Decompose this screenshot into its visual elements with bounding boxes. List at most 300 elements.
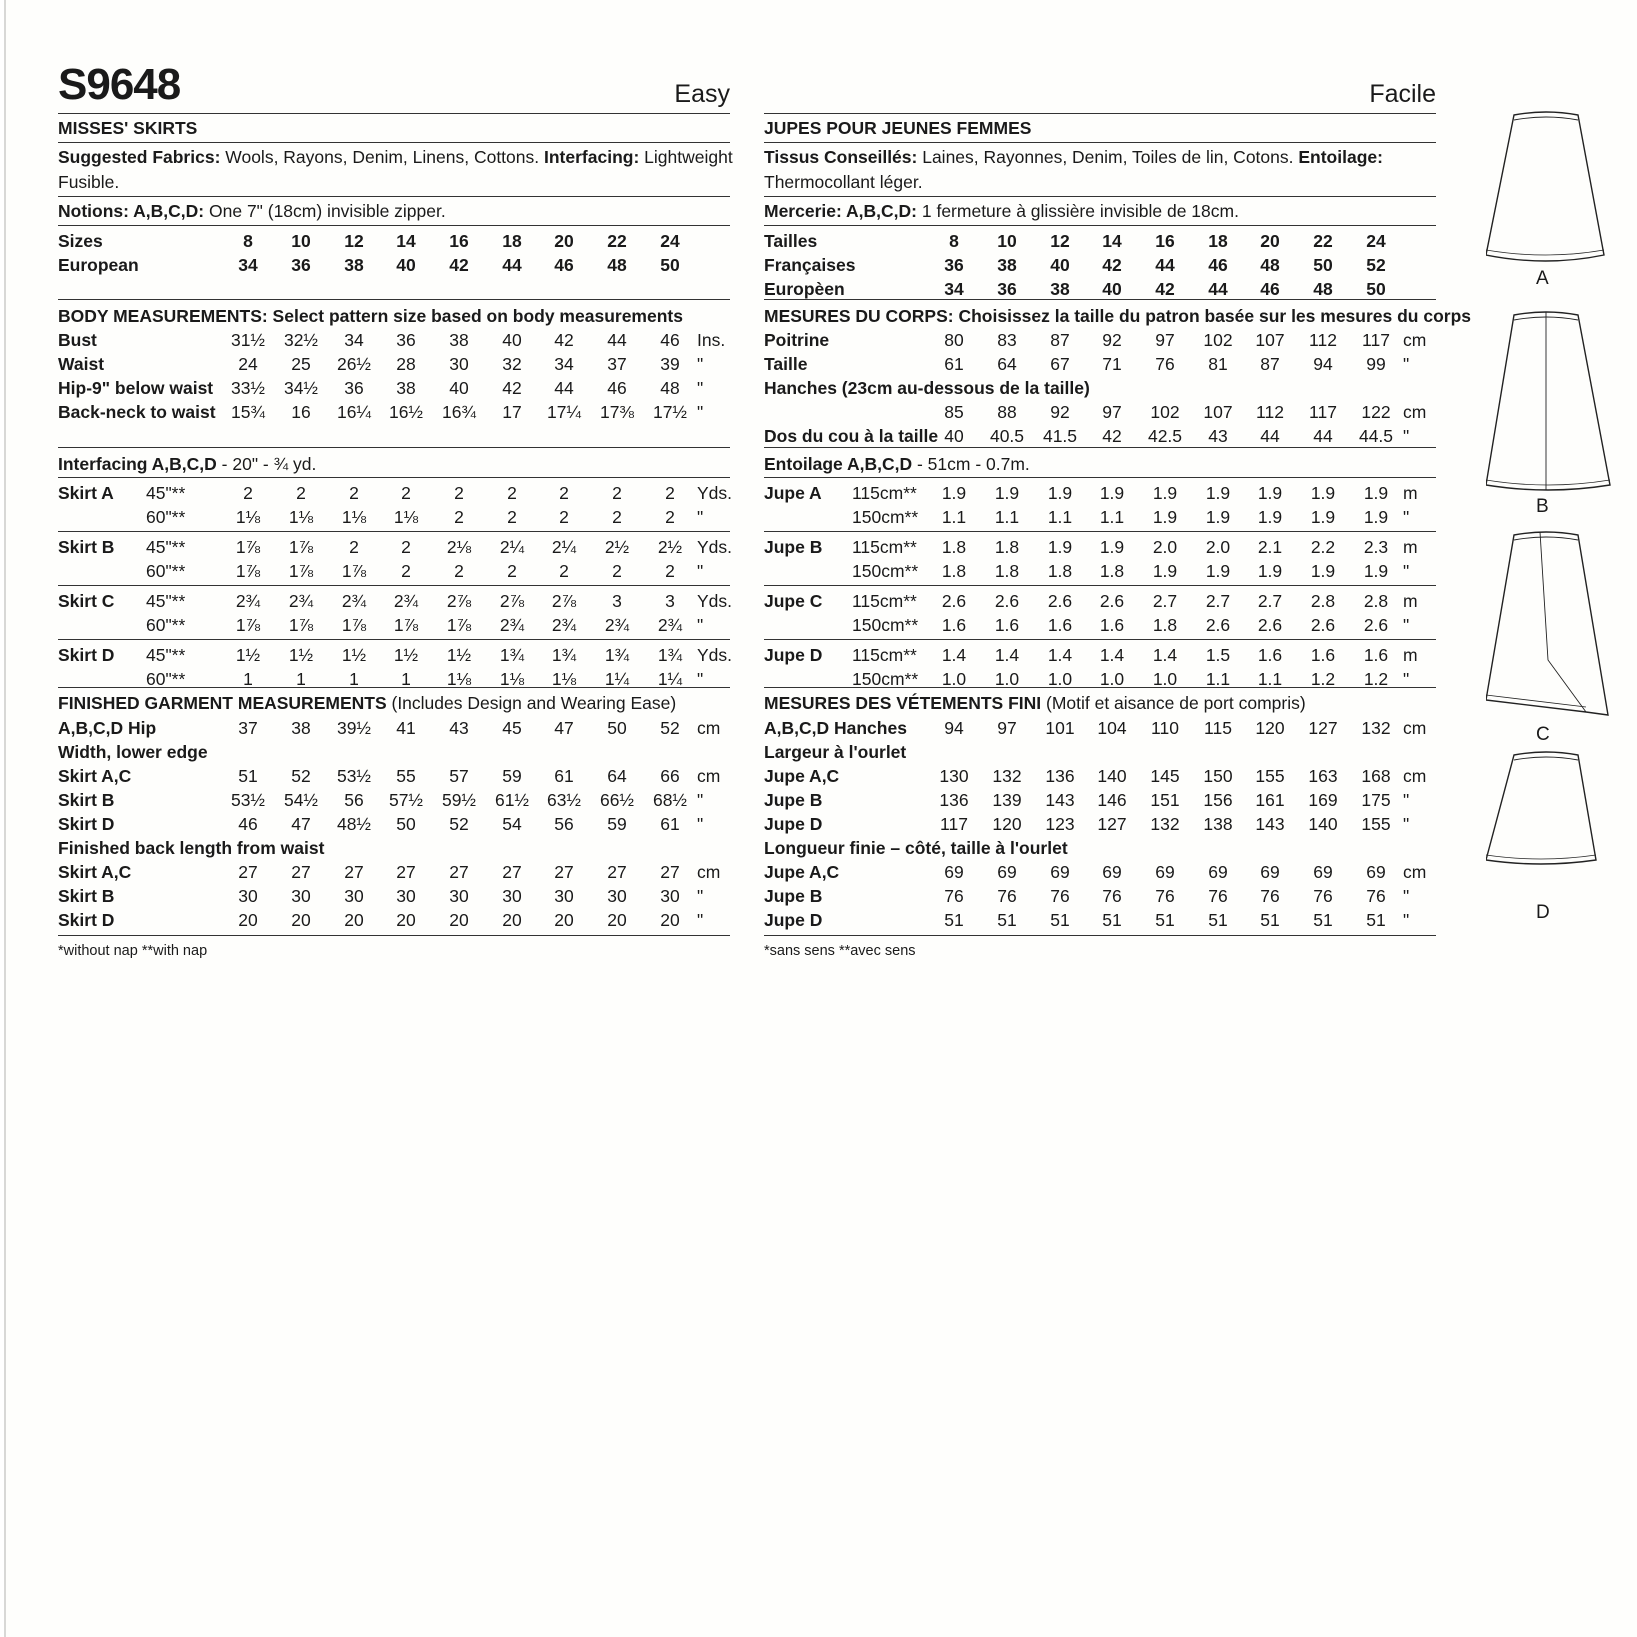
table-cell: 1⅞ (393, 615, 419, 635)
table-cell: 2 (243, 483, 253, 503)
notions-text: 1 fermeture à glissière invisible de 18cm. (917, 201, 1239, 221)
table-cell: 40 (502, 330, 522, 350)
table-cell: 20 (238, 910, 258, 930)
table-cell: 3 (665, 591, 675, 611)
fabrics-text: Laines, Rayonnes, Denim, Toiles de lin, Cotons. (917, 147, 1294, 167)
garment-title: JUPES POUR JEUNES FEMMES (764, 118, 1032, 138)
table-cell: 92 (1050, 402, 1070, 422)
table-cell: 76 (944, 886, 964, 906)
view-drawings (1486, 100, 1626, 940)
table-cell: 46 (238, 814, 258, 834)
table-cell: 76 (1155, 354, 1175, 374)
table-cell: 2.6 (1310, 615, 1336, 635)
unit-cell: Yds. (697, 483, 733, 503)
unit-cell: m (1403, 483, 1418, 503)
table-cell: 2.0 (1152, 537, 1178, 557)
table-cell: 1.6 (1257, 645, 1283, 665)
table-cell: 51 (1208, 910, 1228, 930)
table-cell: 1⅞ (288, 561, 314, 581)
table-cell: 146 (1097, 790, 1127, 810)
table-cell: 76 (1208, 886, 1228, 906)
skirt-b-drawing (1486, 312, 1610, 490)
table-cell: 2 (401, 537, 411, 557)
table-cell: 2 (454, 507, 464, 527)
sizes-label: Tailles (764, 231, 818, 251)
table-cell: 1½ (341, 645, 367, 665)
notions-line (764, 200, 1239, 222)
table-cell: 2¾ (499, 615, 525, 635)
row-label: Dos du cou à la taille (764, 426, 939, 446)
table-cell: 1.1 (994, 507, 1020, 527)
table-cell: 2¾ (235, 591, 261, 611)
table-cell: 68½ (652, 790, 688, 810)
view-label-a: A (1536, 268, 1549, 289)
table-cell: 1⅞ (446, 615, 472, 635)
fabric-width: 150cm** (852, 669, 919, 689)
table-cell: 44.5 (1358, 426, 1394, 446)
table-cell: 22 (607, 231, 627, 251)
table-cell: 132 (1361, 718, 1391, 738)
skirt-d-drawing (1486, 752, 1596, 864)
divider (58, 142, 730, 143)
table-cell: 40 (944, 426, 964, 446)
table-cell: 2⅞ (551, 591, 577, 611)
table-cell: 1.9 (1205, 483, 1231, 503)
table-cell: 76 (1155, 886, 1175, 906)
table-cell: 87 (1050, 330, 1070, 350)
fabrics-label: Tissus Conseillés: (764, 147, 918, 167)
table-cell: 27 (607, 862, 627, 882)
table-cell: 48 (1313, 279, 1333, 299)
table-cell: 112 (1256, 402, 1284, 422)
table-cell: 37 (238, 718, 258, 738)
table-cell: 38 (449, 330, 469, 350)
table-cell: 44 (1208, 279, 1228, 299)
row-label: Width, lower edge (58, 742, 208, 762)
table-cell: 1⅞ (341, 561, 367, 581)
table-cell: 2 (665, 561, 675, 581)
unit-cell: " (1403, 790, 1410, 810)
table-cell: 27 (554, 862, 574, 882)
table-cell: 59 (607, 814, 627, 834)
table-cell: 1.9 (1205, 561, 1231, 581)
table-cell: 27 (449, 862, 469, 882)
interfacing-heading (58, 453, 316, 475)
divider (764, 639, 1436, 640)
finished-heading-note: (Motif et aisance de port compris) (1041, 693, 1306, 713)
unit-cell: cm (1403, 718, 1427, 738)
table-cell: 1.9 (1152, 507, 1178, 527)
table-cell: 115 (1204, 718, 1232, 738)
table-cell: 2.1 (1257, 537, 1283, 557)
divider (58, 113, 730, 114)
table-cell: 1.9 (1363, 483, 1389, 503)
divider (58, 935, 730, 936)
table-cell: 38 (396, 378, 416, 398)
table-cell: 2 (559, 561, 569, 581)
unit-cell: Yds. (697, 645, 733, 665)
table-cell: 76 (1050, 886, 1070, 906)
table-cell: 156 (1203, 790, 1233, 810)
fabric-width: 60"** (146, 507, 186, 527)
table-cell: 1.9 (1047, 537, 1073, 557)
table-cell: 50 (396, 814, 416, 834)
table-cell: 1.8 (941, 561, 967, 581)
table-cell: 42 (449, 255, 469, 275)
fabrics-line (58, 146, 733, 168)
table-cell: 1.5 (1205, 645, 1231, 665)
fabric-width: 150cm** (852, 561, 919, 581)
table-cell: 1.1 (1099, 507, 1125, 527)
table-cell: 51 (1102, 910, 1122, 930)
table-cell: 30 (238, 886, 258, 906)
table-cell: 40 (449, 378, 469, 398)
table-cell: 46 (660, 330, 680, 350)
table-cell: 55 (396, 766, 416, 786)
unit-cell: " (697, 615, 704, 635)
table-cell: 1½ (235, 645, 261, 665)
table-cell: 143 (1045, 790, 1075, 810)
row-label: Skirt B (58, 790, 115, 810)
table-cell: 1.0 (941, 669, 967, 689)
table-cell: 20 (660, 910, 680, 930)
table-cell: 67 (1050, 354, 1070, 374)
finished-measurements-heading (764, 692, 1306, 714)
table-cell: 85 (944, 402, 964, 422)
table-cell: 1.8 (994, 561, 1020, 581)
table-cell: 94 (944, 718, 964, 738)
table-cell: 42.5 (1147, 426, 1183, 446)
table-cell: 53½ (336, 766, 372, 786)
unit-cell: " (697, 507, 704, 527)
body-measurements-heading: MESURES DU CORPS: Choisissez la taille du patron basée sur les mesures du corps (764, 306, 1472, 326)
table-cell: 27 (291, 862, 311, 882)
table-cell: 92 (1102, 330, 1122, 350)
table-cell: 1.1 (1047, 507, 1073, 527)
table-cell: 76 (1366, 886, 1386, 906)
header (764, 58, 1436, 112)
fabric-width: 60"** (146, 615, 186, 635)
table-cell: 120 (992, 814, 1022, 834)
table-cell: 69 (1102, 862, 1122, 882)
table-cell: 2¾ (604, 615, 630, 635)
table-cell: 1.1 (1205, 669, 1231, 689)
table-cell: 16½ (388, 402, 424, 422)
unit-cell: " (1403, 814, 1410, 834)
pattern-number: S9648 (58, 60, 181, 109)
table-cell: 138 (1203, 814, 1233, 834)
table-cell: 12 (344, 231, 364, 251)
header (58, 58, 730, 112)
table-cell: 48½ (336, 814, 372, 834)
sizes-label: Sizes (58, 231, 103, 251)
table-cell: 1.4 (1047, 645, 1073, 665)
row-label: Skirt A,C (58, 766, 132, 786)
table-cell: 2.6 (1257, 615, 1283, 635)
table-cell: 57½ (388, 790, 424, 810)
francaises-label: Françaises (764, 255, 856, 275)
table-cell: 17½ (652, 402, 688, 422)
table-cell: 2.6 (994, 591, 1020, 611)
fabric-group-label: Skirt D (58, 645, 115, 665)
unit-cell: " (1403, 910, 1410, 930)
table-cell: 51 (1155, 910, 1175, 930)
table-cell: 1.4 (994, 645, 1020, 665)
table-cell: 1.9 (1310, 561, 1336, 581)
table-cell: 18 (502, 231, 522, 251)
row-label: Jupe A,C (764, 862, 840, 882)
table-cell: 1⅞ (288, 537, 314, 557)
notions-text: One 7" (18cm) invisible zipper. (204, 201, 446, 221)
row-label: Jupe D (764, 814, 823, 834)
table-cell: 14 (396, 231, 416, 251)
table-cell: 1½ (446, 645, 472, 665)
table-cell: 2.8 (1310, 591, 1336, 611)
finished-heading-label: MESURES DES VÉTEMENTS FINI (764, 693, 1042, 713)
table-cell: 122 (1361, 402, 1391, 422)
table-cell: 28 (396, 354, 416, 374)
skirt-a-drawing (1486, 112, 1604, 261)
unit-cell: " (1403, 507, 1410, 527)
table-cell: 16 (291, 402, 311, 422)
fabrics-label: Suggested Fabrics: (58, 147, 221, 167)
table-cell: 136 (1045, 766, 1075, 786)
table-cell: 64 (997, 354, 1017, 374)
table-cell: 57 (449, 766, 469, 786)
table-cell: 27 (660, 862, 680, 882)
table-cell: 15¾ (230, 402, 266, 422)
table-cell: 50 (1313, 255, 1333, 275)
finished-measurements-heading (58, 692, 676, 714)
unit-cell: m (1403, 645, 1418, 665)
table-cell: 2⅛ (446, 537, 472, 557)
divider (58, 531, 730, 532)
table-cell: 1.1 (1257, 669, 1283, 689)
table-cell: 99 (1366, 354, 1386, 374)
table-cell: 38 (997, 255, 1017, 275)
table-cell: 52 (449, 814, 469, 834)
table-cell: 69 (944, 862, 964, 882)
row-label: Finished back length from waist (58, 838, 325, 858)
table-cell: 17¼ (546, 402, 582, 422)
table-cell: 42 (554, 330, 574, 350)
table-cell: 2 (612, 507, 622, 527)
divider (58, 585, 730, 586)
table-cell: 2 (401, 483, 411, 503)
table-cell: 132 (992, 766, 1022, 786)
table-cell: 87 (1260, 354, 1280, 374)
row-label: Largeur à l'ourlet (764, 742, 907, 762)
table-cell: 64 (607, 766, 627, 786)
table-cell: 102 (1150, 402, 1180, 422)
row-label: A,B,C,D Hip (58, 718, 157, 738)
unit-cell: " (1403, 561, 1410, 581)
table-cell: 1.2 (1363, 669, 1389, 689)
table-cell: 1.9 (941, 483, 967, 503)
table-cell: 20 (1260, 231, 1280, 251)
table-cell: 143 (1255, 814, 1285, 834)
table-cell: 1.6 (994, 615, 1020, 635)
divider (764, 196, 1436, 197)
unit-cell: m (1403, 591, 1418, 611)
table-cell: 1 (243, 669, 253, 689)
table-cell: 2.6 (1099, 591, 1125, 611)
fabric-width: 45"** (146, 645, 186, 665)
table-cell: 69 (997, 862, 1017, 882)
table-cell: 175 (1361, 790, 1391, 810)
table-cell: 69 (1155, 862, 1175, 882)
table-cell: 97 (997, 718, 1017, 738)
table-cell: 38 (344, 255, 364, 275)
table-cell: 61 (554, 766, 574, 786)
table-cell: 61½ (494, 790, 530, 810)
table-cell: 1.0 (1152, 669, 1178, 689)
table-cell: 120 (1255, 718, 1285, 738)
table-cell: 30 (607, 886, 627, 906)
table-cell: 2.6 (1205, 615, 1231, 635)
row-label: Waist (58, 354, 105, 374)
table-cell: 132 (1150, 814, 1180, 834)
unit-cell: cm (1403, 330, 1427, 350)
table-cell: 2 (612, 483, 622, 503)
table-cell: 2 (296, 483, 306, 503)
fabric-group-label: Jupe B (764, 537, 823, 557)
fabric-group-label: Jupe D (764, 645, 823, 665)
divider (764, 299, 1436, 300)
table-cell: 101 (1045, 718, 1075, 738)
table-cell: 1.4 (1152, 645, 1178, 665)
table-cell: 1.0 (1047, 669, 1073, 689)
table-cell: 34 (554, 354, 574, 374)
divider (58, 299, 730, 300)
interfacing-text: Lightweight (639, 147, 733, 167)
table-cell: 25 (291, 354, 311, 374)
table-cell: 34 (344, 330, 364, 350)
table-cell: 2 (665, 483, 675, 503)
table-cell: 20 (449, 910, 469, 930)
table-cell: 2 (507, 507, 517, 527)
table-cell: 2½ (604, 537, 630, 557)
table-cell: 69 (1050, 862, 1070, 882)
row-label: Skirt D (58, 814, 115, 834)
table-cell: 2.7 (1205, 591, 1231, 611)
unit-cell: " (697, 910, 704, 930)
fabric-group-label: Jupe C (764, 591, 823, 611)
table-cell: 44 (502, 255, 522, 275)
unit-cell: cm (1403, 766, 1427, 786)
table-cell: 2 (665, 507, 675, 527)
table-cell: 32½ (283, 330, 319, 350)
table-cell: 1.4 (941, 645, 967, 665)
table-cell: 47 (554, 718, 574, 738)
fabric-group-label: Skirt C (58, 591, 115, 611)
table-cell: 20 (344, 910, 364, 930)
table-cell: 2.0 (1205, 537, 1231, 557)
table-cell: 54½ (283, 790, 319, 810)
table-cell: 38 (291, 718, 311, 738)
table-cell: 37 (607, 354, 627, 374)
table-cell: 66 (660, 766, 680, 786)
table-cell: 107 (1203, 402, 1233, 422)
table-cell: 42 (1102, 426, 1122, 446)
divider (58, 639, 730, 640)
table-cell: 1⅞ (235, 561, 261, 581)
table-cell: 56 (344, 790, 364, 810)
table-cell: 1.6 (941, 615, 967, 635)
table-cell: 1 (401, 669, 411, 689)
interfacing-heading-amount: - 51cm - 0.7m. (912, 454, 1030, 474)
divider (764, 687, 1436, 688)
table-cell: 1⅛ (288, 507, 314, 527)
table-cell: 2 (401, 561, 411, 581)
table-cell: 1⅛ (235, 507, 261, 527)
table-cell: 69 (1366, 862, 1386, 882)
unit-cell: Ins. (697, 330, 726, 350)
table-cell: 20 (554, 910, 574, 930)
divider (58, 687, 730, 688)
fabric-width: 45"** (146, 537, 186, 557)
table-cell: 24 (238, 354, 258, 374)
interfacing-heading (764, 453, 1030, 475)
table-cell: 117 (940, 814, 968, 834)
table-cell: 42 (502, 378, 522, 398)
table-cell: 39 (660, 354, 680, 374)
divider (58, 477, 730, 478)
table-cell: 110 (1151, 718, 1179, 738)
table-cell: 145 (1150, 766, 1180, 786)
difficulty-label: Facile (1369, 80, 1436, 108)
table-cell: 20 (396, 910, 416, 930)
footnote: *sans sens **avec sens (764, 943, 916, 959)
unit-cell: " (697, 886, 704, 906)
fabric-width: 115cm** (852, 591, 917, 611)
unit-cell: " (697, 561, 704, 581)
fabric-width: 150cm** (852, 615, 919, 635)
table-cell: 1⅞ (235, 615, 261, 635)
table-cell: 50 (660, 255, 680, 275)
table-cell: 30 (660, 886, 680, 906)
unit-cell: " (697, 790, 704, 810)
table-cell: 107 (1255, 330, 1285, 350)
table-cell: 1.8 (941, 537, 967, 557)
unit-cell: cm (1403, 862, 1427, 882)
table-cell: 27 (344, 862, 364, 882)
table-cell: 30 (502, 886, 522, 906)
table-cell: 140 (1308, 814, 1338, 834)
europeen-label: Europèen (764, 279, 845, 299)
table-cell: 18 (1208, 231, 1228, 251)
table-cell: 2 (349, 537, 359, 557)
divider (764, 935, 1436, 936)
fabric-width: 115cm** (852, 483, 917, 503)
table-cell: 1.6 (1047, 615, 1073, 635)
table-cell: 97 (1102, 402, 1122, 422)
table-cell: 1.6 (1099, 615, 1125, 635)
unit-cell: cm (697, 718, 721, 738)
table-cell: 1.9 (1152, 561, 1178, 581)
finished-heading-note: (Includes Design and Wearing Ease) (386, 693, 677, 713)
table-cell: 36 (944, 255, 964, 275)
table-cell: 48 (660, 378, 680, 398)
table-cell: 94 (1313, 354, 1333, 374)
divider (764, 531, 1436, 532)
fabric-width: 150cm** (852, 507, 919, 527)
table-cell: 54 (502, 814, 522, 834)
table-cell: 2½ (657, 537, 683, 557)
table-cell: 1.9 (1099, 537, 1125, 557)
unit-cell: cm (697, 766, 721, 786)
pattern-envelope-back (4, 0, 1637, 1637)
